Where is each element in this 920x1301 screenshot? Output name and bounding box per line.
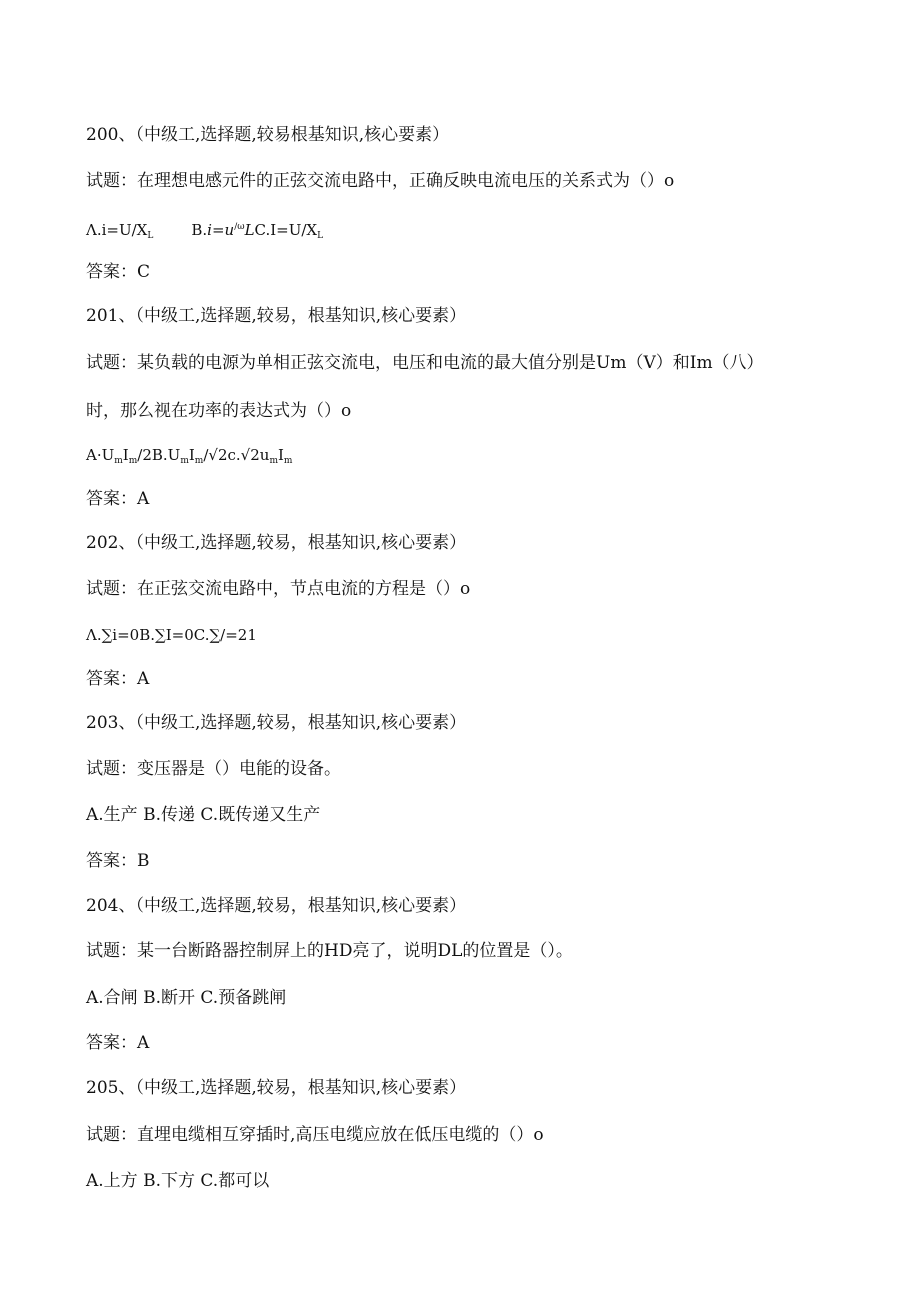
- question-options: A.生产 B.传递 C.既传递又生产: [86, 805, 321, 825]
- question-options: [86, 216, 323, 247]
- question-text: 试题：变压器是（）电能的设备。: [86, 759, 341, 779]
- question-text: 试题：直埋电缆相互穿插时,高压电缆应放在低压电缆的（）o: [86, 1125, 544, 1145]
- question-options: $A\cdot U_mI_m∕2B.U_mI_m∕√2c.√2u_mI_m$: [86, 446, 293, 466]
- question-text: 试题：某负载的电源为单相正弦交流电，电压和电流的最大值分别是Um（V）和Im（八）: [86, 353, 764, 373]
- question-header: 201、（中级工,选择题,较易，根基知识,核心要素）: [86, 306, 467, 326]
- question-options: Λ.∑i=0B.∑I=0C.∑/=21: [86, 626, 257, 644]
- question-header: 204、（中级工,选择题,较易，根基知识,核心要素）: [86, 896, 467, 916]
- question-text: 试题：在正弦交流电路中，节点电流的方程是（）o: [86, 579, 471, 599]
- question-options: A.合闸 B.断开 C.预备跳闸: [86, 988, 287, 1008]
- question-header: 203、（中级工,选择题,较易，根基知识,核心要素）: [86, 713, 467, 733]
- option-c: $C.I=U∕X_L$: [254, 221, 324, 241]
- answer-text: 答案：C: [86, 262, 151, 282]
- answer-text: 答案：A: [86, 669, 150, 689]
- option-b: $B.i=u^{∕\omega}L$: [191, 221, 255, 239]
- question-text: 试题：某一台断路器控制屏上的HD亮了，说明DL的位置是（）。: [86, 941, 573, 961]
- question-options: A.上方 B.下方 C.都可以: [86, 1171, 270, 1191]
- question-header: 202、（中级工,选择题,较易，根基知识,核心要素）: [86, 533, 467, 553]
- answer-text: 答案：B: [86, 851, 150, 871]
- question-text: 试题：在理想电感元件的正弦交流电路中，正确反映电流电压的关系式为（）o: [86, 171, 675, 191]
- answer-text: 答案：A: [86, 489, 150, 509]
- option-a: $\Lambda.i=U∕X_L$: [86, 221, 154, 241]
- question-header: 200、（中级工,选择题,较易根基知识,核心要素）: [86, 125, 450, 145]
- answer-text: 答案：A: [86, 1033, 150, 1053]
- question-text-continued: 时，那么视在功率的表达式为（）o: [86, 401, 352, 421]
- question-header: 205、（中级工,选择题,较易，根基知识,核心要素）: [86, 1078, 467, 1098]
